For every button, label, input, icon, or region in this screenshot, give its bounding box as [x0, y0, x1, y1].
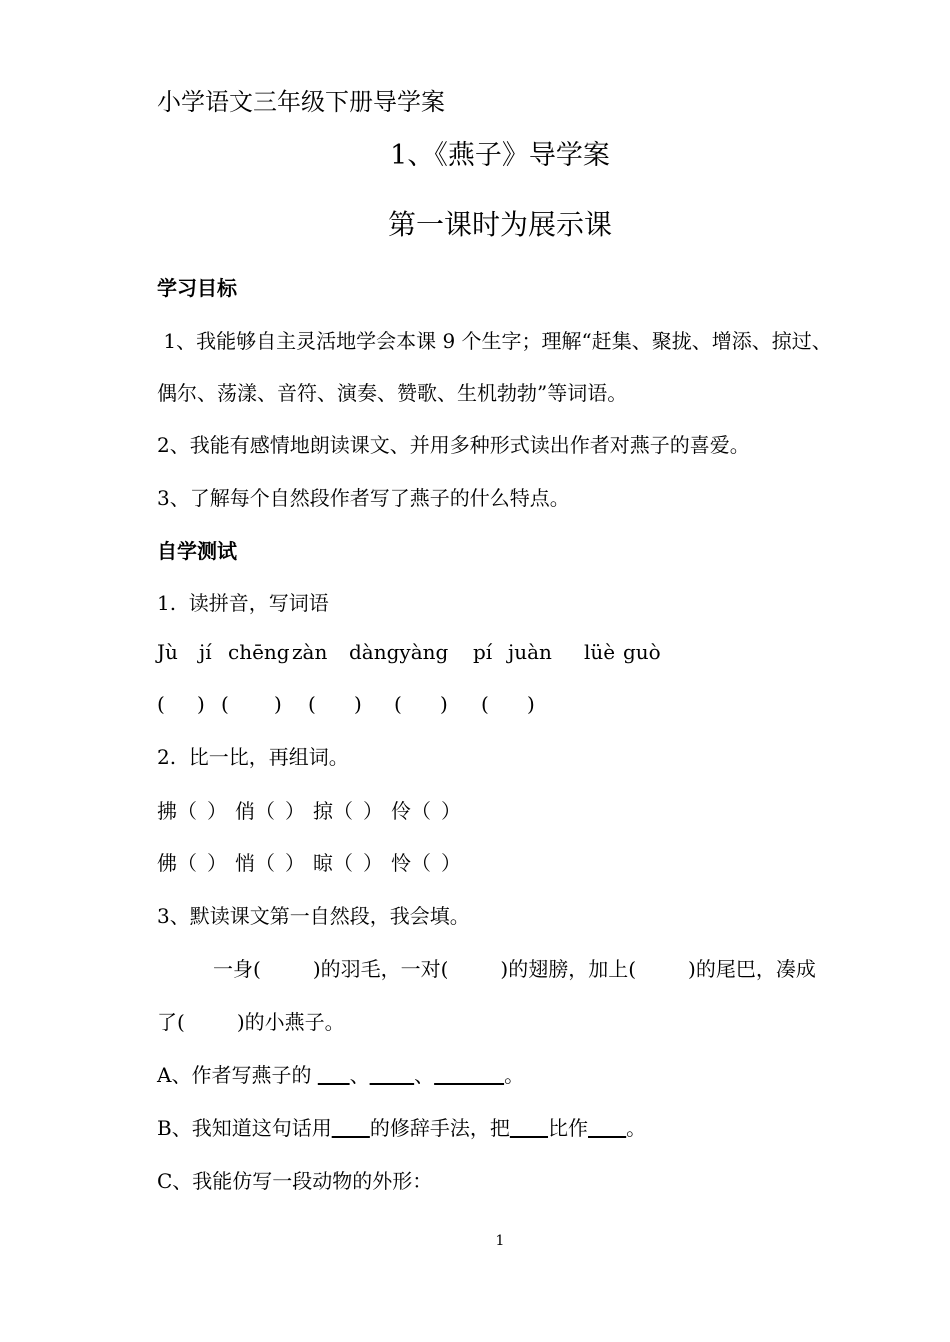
- answer-blank-4-close: ): [440, 692, 448, 716]
- objective-1-line-2: 偶尔、荡漾、音符、演奏、赞歌、生机勃勃”等词语。: [157, 381, 628, 405]
- char-1-1: 拂: [157, 799, 177, 823]
- line-b-end: 。: [626, 1116, 647, 1140]
- line-a-blank-3: [434, 1063, 504, 1087]
- answer-blank-1-open: (: [157, 692, 165, 716]
- compare-row-2: [157, 847, 461, 876]
- pinyin-7: juàn: [508, 640, 552, 664]
- line-a-prefix: A、作者写燕子的: [157, 1063, 318, 1087]
- fill-line-2: [157, 1006, 345, 1035]
- char-2-2: 悄: [235, 851, 255, 875]
- answer-blank-5-close: ): [527, 692, 535, 716]
- line-a: [157, 1059, 524, 1088]
- fill-seg-3: )的翅膀，加上(: [500, 957, 637, 981]
- fill-seg-2: )的羽毛，一对(: [312, 957, 449, 981]
- line-c: C、我能仿写一段动物的外形：: [157, 1169, 433, 1193]
- pinyin-9: guò: [623, 640, 661, 664]
- pinyin-3: chēng: [228, 640, 290, 664]
- objective-2: 2、我能有感情地朗读课文、并用多种形式读出作者对燕子的喜爱。: [157, 433, 750, 457]
- pinyin-6: pí: [473, 640, 493, 664]
- line-b-mid-2: 比作: [548, 1116, 589, 1140]
- paren-open: （: [177, 851, 197, 875]
- answer-blank-4-open: (: [394, 692, 402, 716]
- fill-seg-4: )的尾巴，凑成: [688, 957, 816, 981]
- fill-seg-1: 一身(: [213, 957, 261, 981]
- line-b: [157, 1112, 646, 1141]
- pinyin-2: jí: [199, 640, 212, 664]
- compare-row-1: [157, 795, 461, 824]
- fill-line-1: [213, 953, 816, 982]
- objective-3: 3、了解每个自然段作者写了燕子的什么特点。: [157, 486, 570, 510]
- line-b-mid-1: 的修辞手法，把: [369, 1116, 510, 1140]
- question-2: 2. 比一比，再组词。: [157, 745, 349, 769]
- paren-close: ）: [363, 799, 383, 823]
- objectives-heading: 学习目标: [157, 276, 237, 300]
- answer-blank-2-open: (: [221, 692, 229, 716]
- paren-close: ）: [207, 851, 227, 875]
- line-a-sep-1: 、: [349, 1063, 370, 1087]
- paren-close: ）: [285, 851, 305, 875]
- answer-blank-5-open: (: [481, 692, 489, 716]
- char-1-2: 俏: [235, 799, 255, 823]
- paren-open: （: [333, 851, 353, 875]
- line-b-blank-1: [332, 1116, 370, 1140]
- paren-close: ）: [441, 851, 461, 875]
- lesson-subtitle: 第一课时为展示课: [387, 208, 612, 241]
- page-number: 1: [495, 1233, 505, 1249]
- pinyin-8: lüè: [584, 640, 616, 664]
- objective-1-line-1: 1、我能够自主灵活地学会本课 9 个生字；理解“赶集、聚拢、增添、掠过、: [157, 329, 832, 353]
- line-a-end: 。: [504, 1063, 525, 1087]
- paren-open: （: [333, 799, 353, 823]
- char-2-1: 佛: [157, 851, 177, 875]
- paren-open: （: [255, 851, 275, 875]
- paren-close: ）: [207, 799, 227, 823]
- answer-blank-2-close: ): [274, 692, 282, 716]
- paren-open: （: [411, 851, 431, 875]
- fill-line-2-start: 了(: [157, 1010, 185, 1034]
- paren-open: （: [255, 799, 275, 823]
- line-b-blank-2: [510, 1116, 548, 1140]
- line-b-blank-3: [588, 1116, 626, 1140]
- pinyin-5: dàngyàng: [349, 640, 449, 664]
- fill-line-2-end: )的小燕子。: [236, 1010, 345, 1034]
- lesson-title: 1、《燕子》导学案: [390, 140, 610, 171]
- answer-blank-3-close: ): [354, 692, 362, 716]
- line-a-blank-2: [370, 1063, 415, 1087]
- line-b-prefix: B、我知道这句话用: [157, 1116, 332, 1140]
- question-1: 1. 读拼音，写词语: [157, 591, 329, 615]
- answer-blank-3-open: (: [308, 692, 316, 716]
- line-a-blank-1: [318, 1063, 350, 1087]
- paren-close: ）: [285, 799, 305, 823]
- paren-open: （: [177, 799, 197, 823]
- char-2-4: 怜: [391, 851, 411, 875]
- selftest-heading: 自学测试: [157, 539, 237, 563]
- line-a-sep-2: 、: [414, 1063, 435, 1087]
- question-3: 3、默读课文第一自然段，我会填。: [157, 904, 470, 928]
- paren-open: （: [411, 799, 431, 823]
- pinyin-4: zàn: [292, 640, 328, 664]
- document-header: 小学语文三年级下册导学案: [157, 88, 445, 116]
- answer-blank-1-close: ): [197, 692, 205, 716]
- char-1-3: 掠: [313, 799, 333, 823]
- paren-close: ）: [441, 799, 461, 823]
- pinyin-1: Jù: [157, 640, 178, 664]
- char-2-3: 晾: [313, 851, 333, 875]
- char-1-4: 伶: [391, 799, 411, 823]
- paren-close: ）: [363, 851, 383, 875]
